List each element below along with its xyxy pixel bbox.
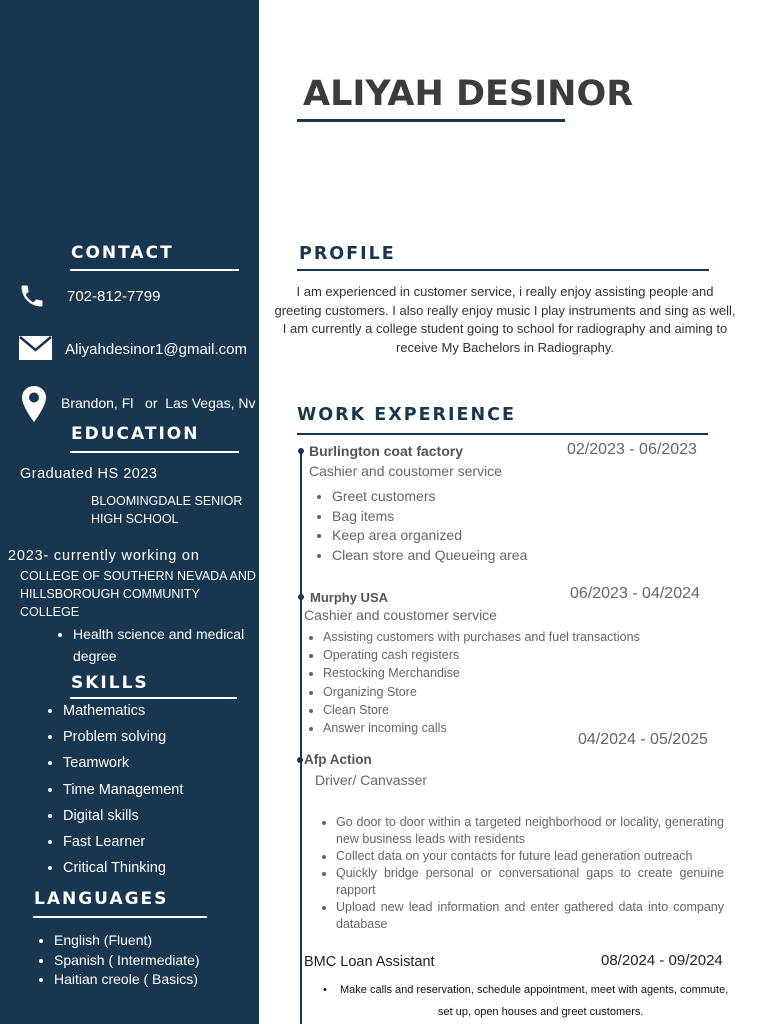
job-role: Cashier and coustomer service xyxy=(309,463,502,479)
job-role: Driver/ Canvasser xyxy=(315,772,428,788)
job-duty: • Go door to door within a targeted neighborhood or locality, generating new business leads with residents xyxy=(336,814,724,848)
job-duty: • Clean store and Queueing area xyxy=(332,546,527,566)
degree-line-2: degree xyxy=(73,648,117,664)
job-dates: 02/2023 - 06/2023 xyxy=(567,441,697,458)
job-duties xyxy=(309,628,640,737)
language-item: • Spanish ( Intermediate) xyxy=(54,951,200,971)
contact-divider xyxy=(70,269,239,271)
job-company: Murphy USA xyxy=(310,590,388,605)
profile-heading: PROFILE xyxy=(299,244,396,264)
sidebar xyxy=(0,0,259,1024)
job-duty: • Operating cash registers xyxy=(323,646,640,664)
school-1-line-2: HIGH SCHOOL xyxy=(91,512,179,526)
education-school-2 xyxy=(20,567,256,621)
skill-item: • Time Management xyxy=(63,777,183,803)
job-duty-text: Make calls and reservation, schedule appointment, meet with agents, commute, xyxy=(340,984,729,996)
contact-heading: CONTACT xyxy=(71,243,174,263)
skill-item: • Mathematics xyxy=(63,698,183,724)
work-timeline xyxy=(300,449,302,1024)
timeline-dot xyxy=(298,594,304,600)
skill-item: • Critical Thinking xyxy=(63,855,183,881)
skill-item: • Teamwork xyxy=(63,750,183,776)
job-duty: • Quickly bridge personal or conversational gaps to create genuine rapport xyxy=(336,865,724,899)
bullet-glyph: • xyxy=(323,984,327,996)
job-duty: • Assisting customers with purchases and fuel transactions xyxy=(323,628,640,646)
skill-item: • Fast Learner xyxy=(63,829,183,855)
education-school-1 xyxy=(91,492,242,528)
job-duty: • Keep area organized xyxy=(332,526,527,546)
job-role: Cashier and coustomer service xyxy=(304,607,497,623)
job-duty: • Upload new lead information and enter gathered data into company database xyxy=(336,899,724,933)
languages-list xyxy=(38,931,200,990)
job-company: Afp Action xyxy=(304,752,372,767)
job-company: Burlington coat factory xyxy=(309,443,464,459)
degree-line-1: Health science and medical xyxy=(73,626,245,642)
location-pin-icon xyxy=(22,386,46,422)
mail-icon xyxy=(19,336,52,360)
job-duty-line-2: set up, open houses and greet customers. xyxy=(438,1006,644,1018)
skill-item: • Problem solving xyxy=(63,724,183,750)
job-duty: • Collect data on your contacts for future lead generation outreach xyxy=(336,848,724,865)
education-heading: EDUCATION xyxy=(71,424,200,444)
job-dates: 06/2023 - 04/2024 xyxy=(570,585,700,602)
languages-divider xyxy=(33,916,207,918)
name-underline xyxy=(297,119,565,122)
job-duty xyxy=(323,979,753,1023)
job-duty: • Restocking Merchandise xyxy=(323,664,640,682)
job-duty: • Answer incoming calls xyxy=(323,719,640,737)
education-degree xyxy=(73,623,253,667)
job-duty: • Bag items xyxy=(332,507,527,527)
candidate-name: ALIYAH DESINOR xyxy=(303,74,634,114)
school-2-line-1: COLLEGE OF SOUTHERN NEVADA AND xyxy=(20,569,256,583)
job-dates: 04/2024 - 05/2025 xyxy=(578,731,708,748)
language-item: • English (Fluent) xyxy=(54,931,200,951)
job-duty: • Organizing Store xyxy=(323,683,640,701)
school-2-line-2: HILLSBOROUGH COMMUNITY xyxy=(20,587,200,601)
skill-item: • Digital skills xyxy=(63,803,183,829)
phone-number: 702-812-7799 xyxy=(67,288,161,305)
education-current: 2023- currently working on xyxy=(8,548,200,564)
school-1-line-1: BLOOMINGDALE SENIOR xyxy=(91,494,243,508)
job-duty: • Greet customers xyxy=(332,487,527,507)
timeline-dot xyxy=(297,757,303,763)
skills-list xyxy=(47,698,183,881)
job-duty-line-1 xyxy=(323,979,753,1001)
job-company: BMC Loan Assistant xyxy=(304,954,435,970)
education-divider xyxy=(70,451,239,453)
work-experience-heading: WORK EXPERIENCE xyxy=(297,405,516,425)
email-address: Aliyahdesinor1@gmail.com xyxy=(65,341,247,358)
location: Brandon, Fl or Las Vegas, Nv xyxy=(61,395,256,411)
work-experience-divider xyxy=(297,433,708,435)
job-duty: • Clean Store xyxy=(323,701,640,719)
skills-heading: SKILLS xyxy=(71,673,149,693)
job-duties xyxy=(320,814,724,933)
school-2-line-3: COLLEGE xyxy=(20,605,80,619)
languages-heading: LANGUAGES xyxy=(34,889,169,909)
profile-divider xyxy=(297,269,709,271)
job-duties xyxy=(318,487,527,566)
language-item: • Haitian creole ( Basics) xyxy=(54,970,200,990)
education-hs-year: Graduated HS 2023 xyxy=(20,466,158,482)
profile-text: I am experienced in customer service, i really enjoy assisting people and greeting customers. I also really enjoy music I play instruments and sing as well, I am currently a college student going to school for radiography and aiming to receive My Bachelors in Radiography. xyxy=(274,284,736,355)
phone-icon xyxy=(18,282,46,310)
timeline-dot xyxy=(298,448,304,454)
education-degree-list xyxy=(73,623,253,667)
job-dates: 08/2024 - 09/2024 xyxy=(601,952,723,969)
